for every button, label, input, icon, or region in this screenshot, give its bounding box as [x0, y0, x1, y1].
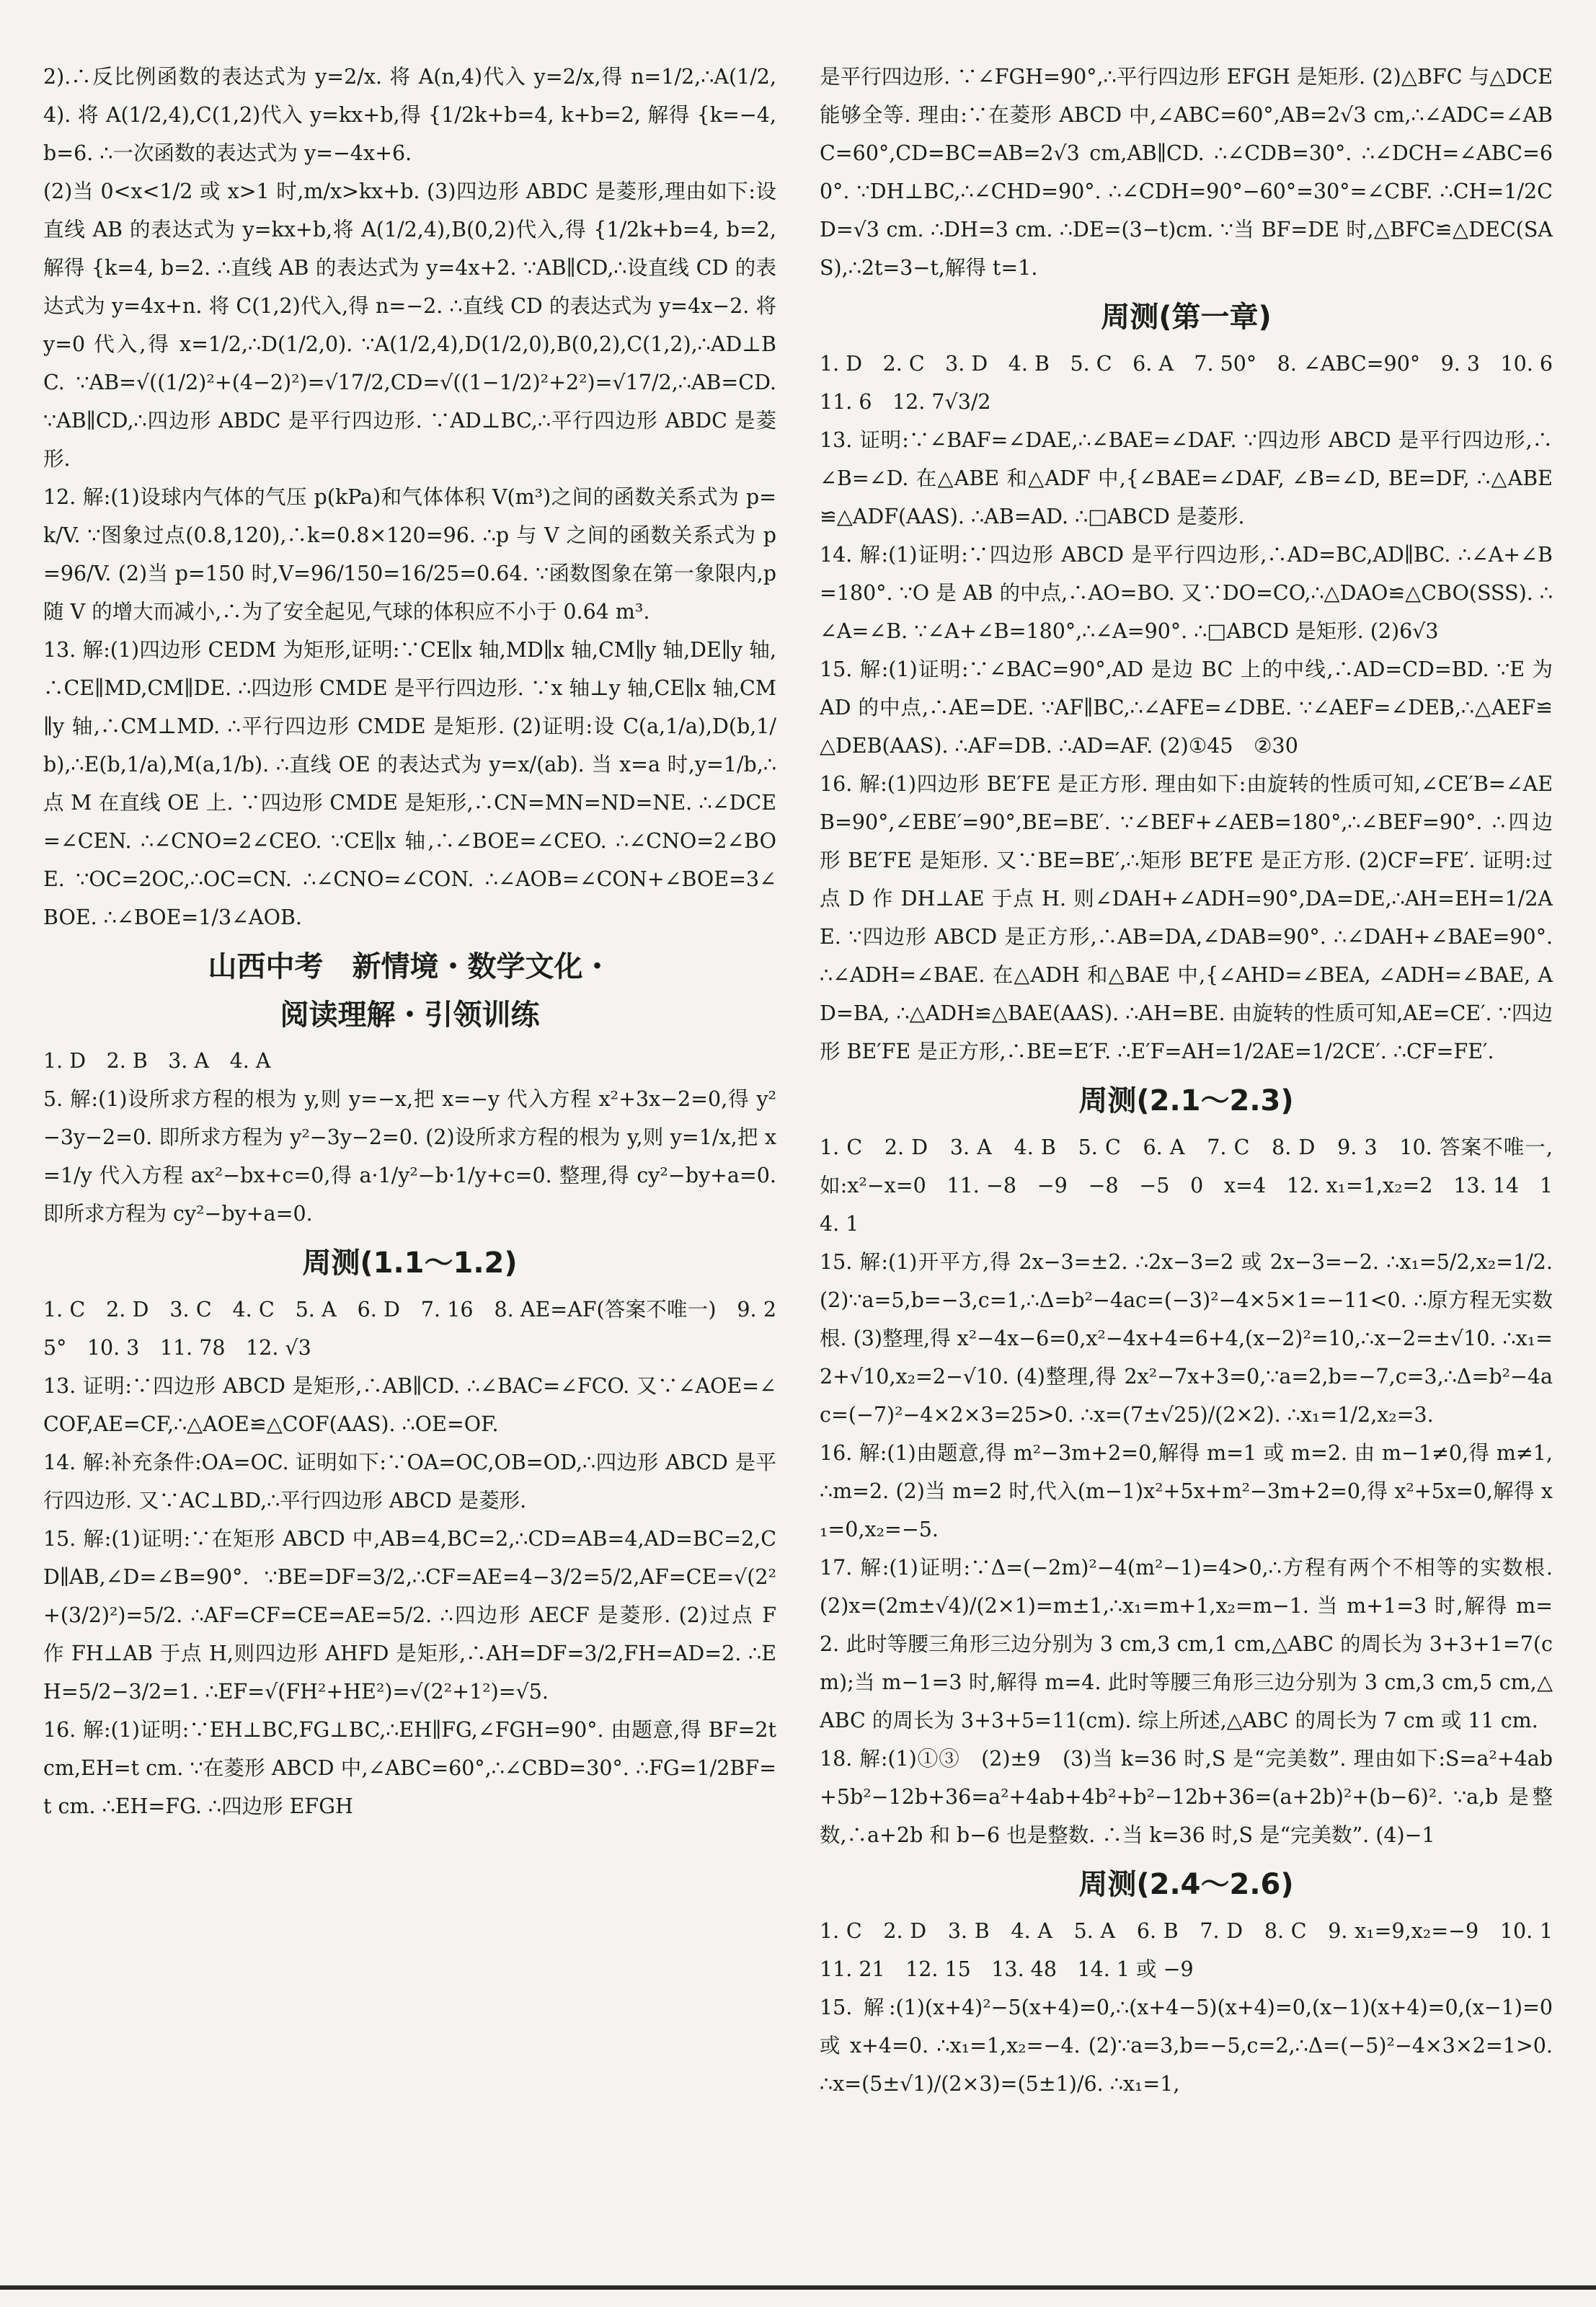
- answer-paragraph: 12. 解:(1)设球内气体的气压 p(kPa)和气体体积 V(m³)之间的函数关系式为 p=k/V. ∵图象过点(0.8,120),∴k=0.8×120=96. ∴p 与 V 之间的函数关系式为 p=96/V. (2)当 p=150 时,V=96/150=16/25=0.64. ∵函数图象在第一象限内,p 随 V 的增大而减小,∴为了安全起见,气球的体积应不小于 0.64 m³.: [43, 485, 776, 624]
- answer-paragraph: 13. 解:(1)四边形 CEDM 为矩形,证明:∵CE∥x 轴,MD∥x 轴,CM∥y 轴,DE∥y 轴,∴CE∥MD,CM∥DE. ∴四边形 CMDE 是平行四边形. ∵x 轴⊥y 轴,CE∥x 轴,CM∥y 轴,∴CM⊥MD. ∴平行四边形 CMDE 是矩形. (2)证明:设 C(a,1/a),D(b,1/b),∴E(b,1/a),M(a,1/b). ∴直线 OE 的表达式为 y=x/(ab). 当 x=a 时,y=1/b,∴点 M 在直线 OE 上. ∵四边形 CMDE 是矩形,∴CN=MN=ND=NE. ∴∠DCE=∠CEN. ∴∠CNO=2∠CEO. ∵CE∥x 轴,∴∠BOE=∠CEO. ∴∠CNO=2∠BOE. ∵OC=2OC,∴OC=CN. ∴∠CNO=∠CON. ∴∠AOB=∠CON+∠BOE=3∠BOE. ∴∠BOE=1/3∠AOB.: [43, 638, 776, 929]
- answer-paragraph: 13. 证明:∵∠BAF=∠DAE,∴∠BAE=∠DAF. ∵四边形 ABCD 是平行四边形,∴∠B=∠D. 在△ABE 和△ADF 中,{∠BAE=∠DAF, ∠B=∠D, BE=DF, ∴△ABE≌△ADF(AAS). ∴AB=AD. ∴□ABCD 是菱形.: [820, 428, 1553, 528]
- answer-paragraph: 16. 解:(1)四边形 BE′FE 是正方形. 理由如下:由旋转的性质可知,∠CE′B=∠AEB=90°,∠EBE′=90°,BE=BE′. ∵∠BEF+∠AEB=180°,∴∠BEF=90°. ∴四边形 BE′FE 是矩形. 又∵BE=BE′,∴矩形 BE′FE 是正方形. (2)CF=FE′. 证明:过点 D 作 DH⊥AE 于点 H. 则∠DAH+∠ADH=90°,DA=DE,∴AH=EH=1/2AE. ∵四边形 ABCD 是正方形,∴AB=DA,∠DAB=90°. ∴∠DAH+∠BAE=90°. ∴∠ADH=∠BAE. 在△ADH 和△BAE 中,{∠AHD=∠BEA, ∠ADH=∠BAE, AD=BA, ∴△ADH≌△BAE(AAS). ∴AH=BE. 由旋转的性质可知,AE=CE′. ∵四边形 BE′FE 是正方形,∴BE=E′F. ∴E′F=AH=1/2AE=1/2CE′. ∴CF=FE′.: [820, 772, 1553, 1063]
- answer-paragraph: 5. 解:(1)设所求方程的根为 y,则 y=−x,把 x=−y 代入方程 x²+3x−2=0,得 y²−3y−2=0. 即所求方程为 y²−3y−2=0. (2)设所求方程的根为 y,则 y=1/x,把 x=1/y 代入方程 ax²−bx+c=0,得 a·1/y²−b·1/y+c=0. 整理,得 cy²−by+a=0. 即所求方程为 cy²−by+a=0.: [43, 1087, 776, 1226]
- section-subheading-shanxi: 阅读理解・引领训练: [280, 998, 540, 1032]
- section-heading-week-2-4: 周测(2.4～2.6): [1078, 1868, 1294, 1901]
- answer-paragraph: 15. 解:(1)(x+4)²−5(x+4)=0,∴(x+4−5)(x+4)=0,(x−1)(x+4)=0,(x−1)=0 或 x+4=0. ∴x₁=1,x₂=−4. (2)∵a=3,b=−5,c=2,∴Δ=(−5)²−4×3×2=1>0. ∴x=(5±√1)/(2×3)=(5±1)/6. ∴x₁=1,: [820, 1996, 1553, 2096]
- answer-paragraph: 1. C 2. D 3. C 4. C 5. A 6. D 7. 16 8. AE=AF(答案不唯一) 9. 25° 10. 3 11. 78 12. √3: [43, 1298, 776, 1360]
- answer-paragraph: 16. 解:(1)证明:∵EH⊥BC,FG⊥BC,∴EH∥FG,∠FGH=90°. 由题意,得 BF=2t cm,EH=t cm. ∵在菱形 ABCD 中,∠ABC=60°,∴∠CBD=30°. ∴FG=1/2BF=t cm. ∴EH=FG. ∴四边形 EFGH: [43, 1718, 776, 1818]
- answer-paragraph: (2)当 0<x<1/2 或 x>1 时,m/x>kx+b. (3)四边形 ABDC 是菱形,理由如下:设直线 AB 的表达式为 y=kx+b,将 A(1/2,4),B(0,2)代入,得 {1/2k+b=4, b=2, 解得 {k=4, b=2. ∴直线 AB 的表达式为 y=4x+2. ∵AB∥CD,∴设直线 CD 的表达式为 y=4x+n. 将 C(1,2)代入,得 n=−2. ∴直线 CD 的表达式为 y=4x−2. 将 y=0 代入,得 x=1/2,∴D(1/2,0). ∵A(1/2,4),D(1/2,0),B(0,2),C(1,2),∴AD⊥BC. ∵AB=√((1/2)²+(4−2)²)=√17/2,CD=√((1−1/2)²+2²)=√17/2,∴AB=CD. ∵AB∥CD,∴四边形 ABDC 是平行四边形. ∵AD⊥BC,∴平行四边形 ABDC 是菱形.: [43, 180, 776, 471]
- answer-paragraph: 是平行四边形. ∵∠FGH=90°,∴平行四边形 EFGH 是矩形. (2)△BFC 与△DCE 能够全等. 理由:∵在菱形 ABCD 中,∠ABC=60°,AB=2√3 cm,∴∠ADC=∠ABC=60°,CD=BC=AB=2√3 cm,AB∥CD. ∴∠CDB=30°. ∴∠DCH=∠ABC=60°. ∵DH⊥BC,∴∠CHD=90°. ∴∠CDH=90°−60°=30°=∠CBF. ∴CH=1/2CD=√3 cm. ∴DH=3 cm. ∴DE=(3−t)cm. ∵当 BF=DE 时,△BFC≌△DEC(SAS),∴2t=3−t,解得 t=1.: [820, 65, 1553, 280]
- answer-paragraph: 18. 解:(1)①③ (2)±9 (3)当 k=36 时,S 是“完美数”. 理由如下:S=a²+4ab+5b²−12b+36=a²+4ab+4b²+b²−12b+36=(a+2b)²+(b−6)². ∵a,b 是整数,∴a+2b 和 b−6 也是整数. ∴当 k=36 时,S 是“完美数”. (4)−1: [820, 1747, 1553, 1847]
- answer-paragraph: 16. 解:(1)由题意,得 m²−3m+2=0,解得 m=1 或 m=2. 由 m−1≠0,得 m≠1,∴m=2. (2)当 m=2 时,代入(m−1)x²+5x+m²−3m+2=0,得 x²+5x=0,解得 x₁=0,x₂=−5.: [820, 1441, 1553, 1541]
- section-heading-week-1-1: 周测(1.1～1.2): [302, 1247, 518, 1280]
- section-heading-week-ch1: 周测(第一章): [1101, 301, 1272, 334]
- answer-paragraph: 15. 解:(1)开平方,得 2x−3=±2. ∴2x−3=2 或 2x−3=−2. ∴x₁=5/2,x₂=1/2. (2)∵a=5,b=−3,c=1,∴Δ=b²−4ac=(−3)²−4×5×1=−11<0. ∴原方程无实数根. (3)整理,得 x²−4x−6=0,x²−4x+4=6+4,(x−2)²=10,∴x−2=±√10. ∴x₁=2+√10,x₂=2−√10. (4)整理,得 2x²−7x+3=0,∵a=2,b=−7,c=3,∴Δ=b²−4ac=(−7)²−4×2×3=25>0. ∴x=(7±√25)/(2×2). ∴x₁=1/2,x₂=3.: [820, 1250, 1553, 1427]
- answer-paragraph: 15. 解:(1)证明:∵∠BAC=90°,AD 是边 BC 上的中线,∴AD=CD=BD. ∵E 为 AD 的中点,∴AE=DE. ∵AF∥BC,∴∠AFE=∠DBE. ∵∠AEF=∠DEB,∴△AEF≌△DEB(AAS). ∴AF=DB. ∴AD=AF. (2)①45 ②30: [820, 657, 1553, 758]
- section-heading-week-2-1: 周测(2.1～2.3): [1078, 1084, 1294, 1117]
- answer-paragraph: 14. 解:(1)证明:∵四边形 ABCD 是平行四边形,∴AD=BC,AD∥BC. ∴∠A+∠B=180°. ∵O 是 AB 的中点,∴AO=BO. 又∵DO=CO,∴△DAO≌△CBO(SSS). ∴∠A=∠B. ∵∠A+∠B=180°,∴∠A=90°. ∴□ABCD 是矩形. (2)6√3: [820, 543, 1553, 643]
- answer-paragraph: 14. 解:补充条件:OA=OC. 证明如下:∵OA=OC,OB=OD,∴四边形 ABCD 是平行四边形. 又∵AC⊥BD,∴平行四边形 ABCD 是菱形.: [43, 1451, 776, 1513]
- answer-paragraph: 1. D 2. C 3. D 4. B 5. C 6. A 7. 50° 8. ∠ABC=90° 9. 3 10. 6 11. 6 12. 7√3/2: [820, 352, 1574, 414]
- answer-paragraph: 1. D 2. B 3. A 4. A: [43, 1049, 271, 1073]
- answer-paragraph: 13. 证明:∵四边形 ABCD 是矩形,∴AB∥CD. ∴∠BAC=∠FCO. 又∵∠AOE=∠COF,AE=CF,∴△AOE≌△COF(AAS). ∴OE=OF.: [43, 1374, 776, 1436]
- answer-paragraph: 1. C 2. D 3. B 4. A 5. A 6. B 7. D 8. C 9. x₁=9,x₂=−9 10. 1 11. 21 12. 15 13. 48 14. 1 或 −9: [820, 1919, 1574, 1981]
- left-column: [43, 58, 776, 2220]
- right-column: [820, 58, 1574, 2220]
- answer-paragraph: 2).∴反比例函数的表达式为 y=2/x. 将 A(n,4)代入 y=2/x,得 n=1/2,∴A(1/2,4). 将 A(1/2,4),C(1,2)代入 y=kx+b,得 {1/2k+b=4, k+b=2, 解得 {k=−4, b=6. ∴一次函数的表达式为 y=−4x+6.: [43, 65, 776, 165]
- section-heading-shanxi: 山西中考 新情境・数学文化・: [208, 950, 612, 983]
- answer-paragraph: 15. 解:(1)证明:∵在矩形 ABCD 中,AB=4,BC=2,∴CD=AB=4,AD=BC=2,CD∥AB,∠D=∠B=90°. ∵BE=DF=3/2,∴CF=AE=4−3/2=5/2,AF=CE=√(2²+(3/2)²)=5/2. ∴AF=CF=CE=AE=5/2. ∴四边形 AECF 是菱形. (2)过点 F 作 FH⊥AB 于点 H,则四边形 AHFD 是矩形,∴AH=DF=3/2,FH=AD=2. ∴EH=5/2−3/2=1. ∴EF=√(FH²+HE²)=√(2²+1²)=√5.: [43, 1527, 776, 1704]
- answer-paragraph: 1. C 2. D 3. A 4. B 5. C 6. A 7. C 8. D 9. 3 10. 答案不唯一,如:x²−x=0 11. −8 −9 −8 −5 0 x=4 12. x₁=1,x₂=2 13. 14 14. 1: [820, 1135, 1553, 1236]
- answer-paragraph: 17. 解:(1)证明:∵Δ=(−2m)²−4(m²−1)=4>0,∴方程有两个不相等的实数根. (2)x=(2m±√4)/(2×1)=m±1,∴x₁=m+1,x₂=m−1. 当 m+1=3 时,解得 m=2. 此时等腰三角形三边分别为 3 cm,3 cm,1 cm,△ABC 的周长为 3+3+1=7(cm);当 m−1=3 时,解得 m=4. 此时等腰三角形三边分别为 3 cm,3 cm,5 cm,△ABC 的周长为 3+3+5=11(cm). 综上所述,△ABC 的周长为 7 cm 或 11 cm.: [820, 1556, 1553, 1732]
- page-bottom-rule: [0, 2285, 1596, 2290]
